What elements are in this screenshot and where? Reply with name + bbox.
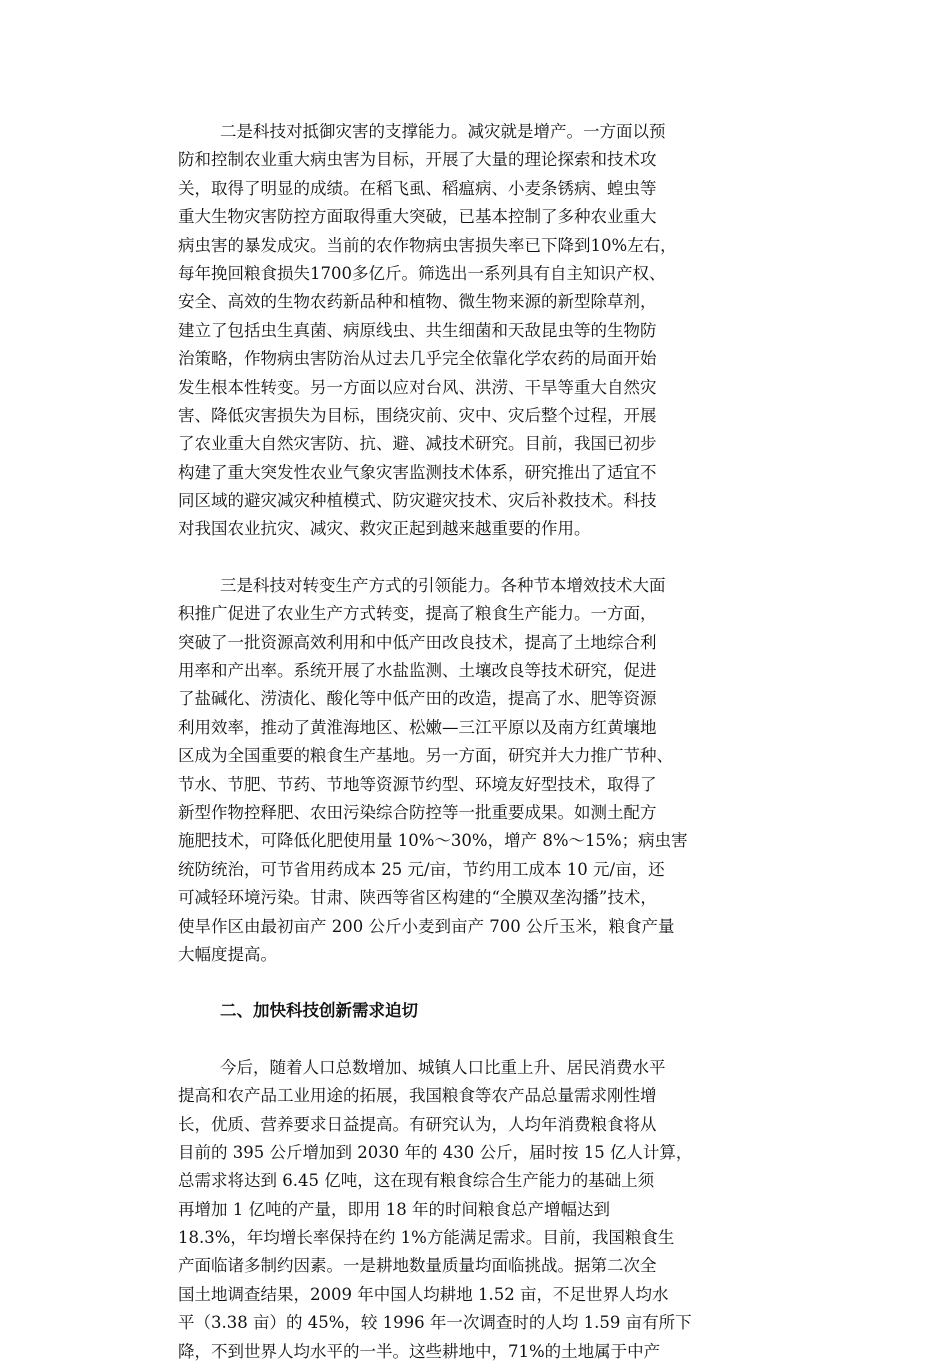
text-line: 平（3.38 亩）的 45%，较 1996 年一次调查时的人均 1.59 亩有所下 [178,1313,692,1333]
text-line: 安全、高效的生物农药新品种和植物、微生物来源的新型除草剂， [178,292,657,312]
text-line: 今后，随着人口总数增加、城镇人口比重上升、居民消费水平 [220,1057,666,1077]
text-line: 总需求将达到 6.45 亿吨，这在现有粮食综合生产能力的基础上须 [178,1171,655,1191]
text-line: 二是科技对抵御灾害的支撑能力。减灾就是增产。一方面以预 [220,122,666,141]
text-line: 建立了包括虫生真菌、病原线虫、共生细菌和天敌昆虫等的生物防 [178,320,657,340]
text-line: 施肥技术，可降低化肥使用量 10%～30%，增产 8%～15%；病虫害 [178,831,688,851]
text-line: 对我国农业抗灾、减灾、救灾正起到越来越重要的作用。 [178,519,591,539]
text-line: 治策略，作物病虫害防治从过去几乎完全依靠化学农药的局面开始 [178,349,657,369]
text-line: 关，取得了明显的成绩。在稻飞虱、稻瘟病、小麦条锈病、蝗虫等 [178,178,657,198]
text-line: 长，优质、营养要求日益提高。有研究认为，人均年消费粮食将从 [178,1114,657,1134]
paragraph-production-mode [178,572,790,969]
text-line: 统防统治，可节省用药成本 25 元/亩，节约用工成本 10 元/亩，还 [178,859,665,879]
text-line: 每年挽回粮食损失1700多亿斤。筛选出一系列具有自主知识产权、 [178,263,666,283]
text-line: 了盐碱化、涝渍化、酸化等中低产田的改造，提高了水、肥等资源 [178,689,657,709]
paragraph-disaster-resistance [178,118,790,544]
text-line: 害、降低灾害损失为目标，围绕灾前、灾中、灾后整个过程，开展 [178,405,657,425]
document-body [178,118,790,1366]
text-line: 再增加 1 亿吨的产量，即用 18 年的时间粮食总产增幅达到 [178,1199,610,1219]
paragraph-innovation-demand [178,1054,790,1366]
text-line: 18.3%，年均增长率保持在约 1%方能满足需求。目前，我国粮食生 [178,1228,675,1248]
text-line: 产面临诸多制约因素。一是耕地数量质量均面临挑战。据第二次全 [178,1256,657,1276]
text-line: 构建了重大突发性农业气象灾害监测技术体系，研究推出了适宜不 [178,462,657,482]
text-line: 发生根本性转变。另一方面以应对台风、洪涝、干旱等重大自然灾 [178,377,657,397]
text-line: 新型作物控释肥、农田污染综合防控等一批重要成果。如测土配方 [178,802,657,822]
text-line: 突破了一批资源高效利用和中低产田改良技术，提高了土地综合利 [178,632,657,652]
text-line: 大幅度提高。 [178,944,277,964]
text-line: 防和控制农业重大病虫害为目标，开展了大量的理论探索和技术攻 [178,150,657,170]
text-line: 用率和产出率。系统开展了水盐监测、土壤改良等技术研究，促进 [178,661,657,681]
text-line: 使旱作区由最初亩产 200 公斤小麦到亩产 700 公斤玉米，粮食产量 [178,916,675,936]
text-line: 积推广促进了农业生产方式转变，提高了粮食生产能力。一方面， [178,604,657,624]
text-line: 病虫害的暴发成灾。当前的农作物病虫害损失率已下降到10%左右， [178,235,677,255]
text-line: 可减轻环境污染。甘肃、陕西等省区构建的“全膜双垄沟播”技术， [178,888,657,908]
text-line: 区成为全国重要的粮食生产基地。另一方面，研究并大力推广节种、 [178,746,673,766]
text-line: 同区域的避灾减灾种植模式、防灾避灾技术、灾后补救技术。科技 [178,491,657,511]
text-line: 利用效率，推动了黄淮海地区、松嫩—三江平原以及南方红黄壤地 [178,717,657,737]
text-line: 节水、节肥、节药、节地等资源节约型、环境友好型技术，取得了 [178,774,657,794]
text-line: 降，不到世界人均水平的一半。这些耕地中，71%的土地属于中产 [178,1341,661,1361]
section-heading: 二、加快科技创新需求迫切 [220,1001,418,1021]
text-line: 重大生物灾害防控方面取得重大突破，已基本控制了多种农业重大 [178,207,657,227]
text-line: 三是科技对转变生产方式的引领能力。各种节本增效技术大面 [220,575,666,595]
text-line: 目前的 395 公斤增加到 2030 年的 430 公斤，届时按 15 亿人计算， [178,1142,693,1162]
text-line: 国土地调查结果，2009 年中国人均耕地 1.52 亩，不足世界人均水 [178,1284,669,1304]
text-line: 提高和农产品工业用途的拓展，我国粮食等农产品总量需求刚性增 [178,1086,657,1106]
text-line: 了农业重大自然灾害防、抗、避、减技术研究。目前，我国已初步 [178,434,657,454]
